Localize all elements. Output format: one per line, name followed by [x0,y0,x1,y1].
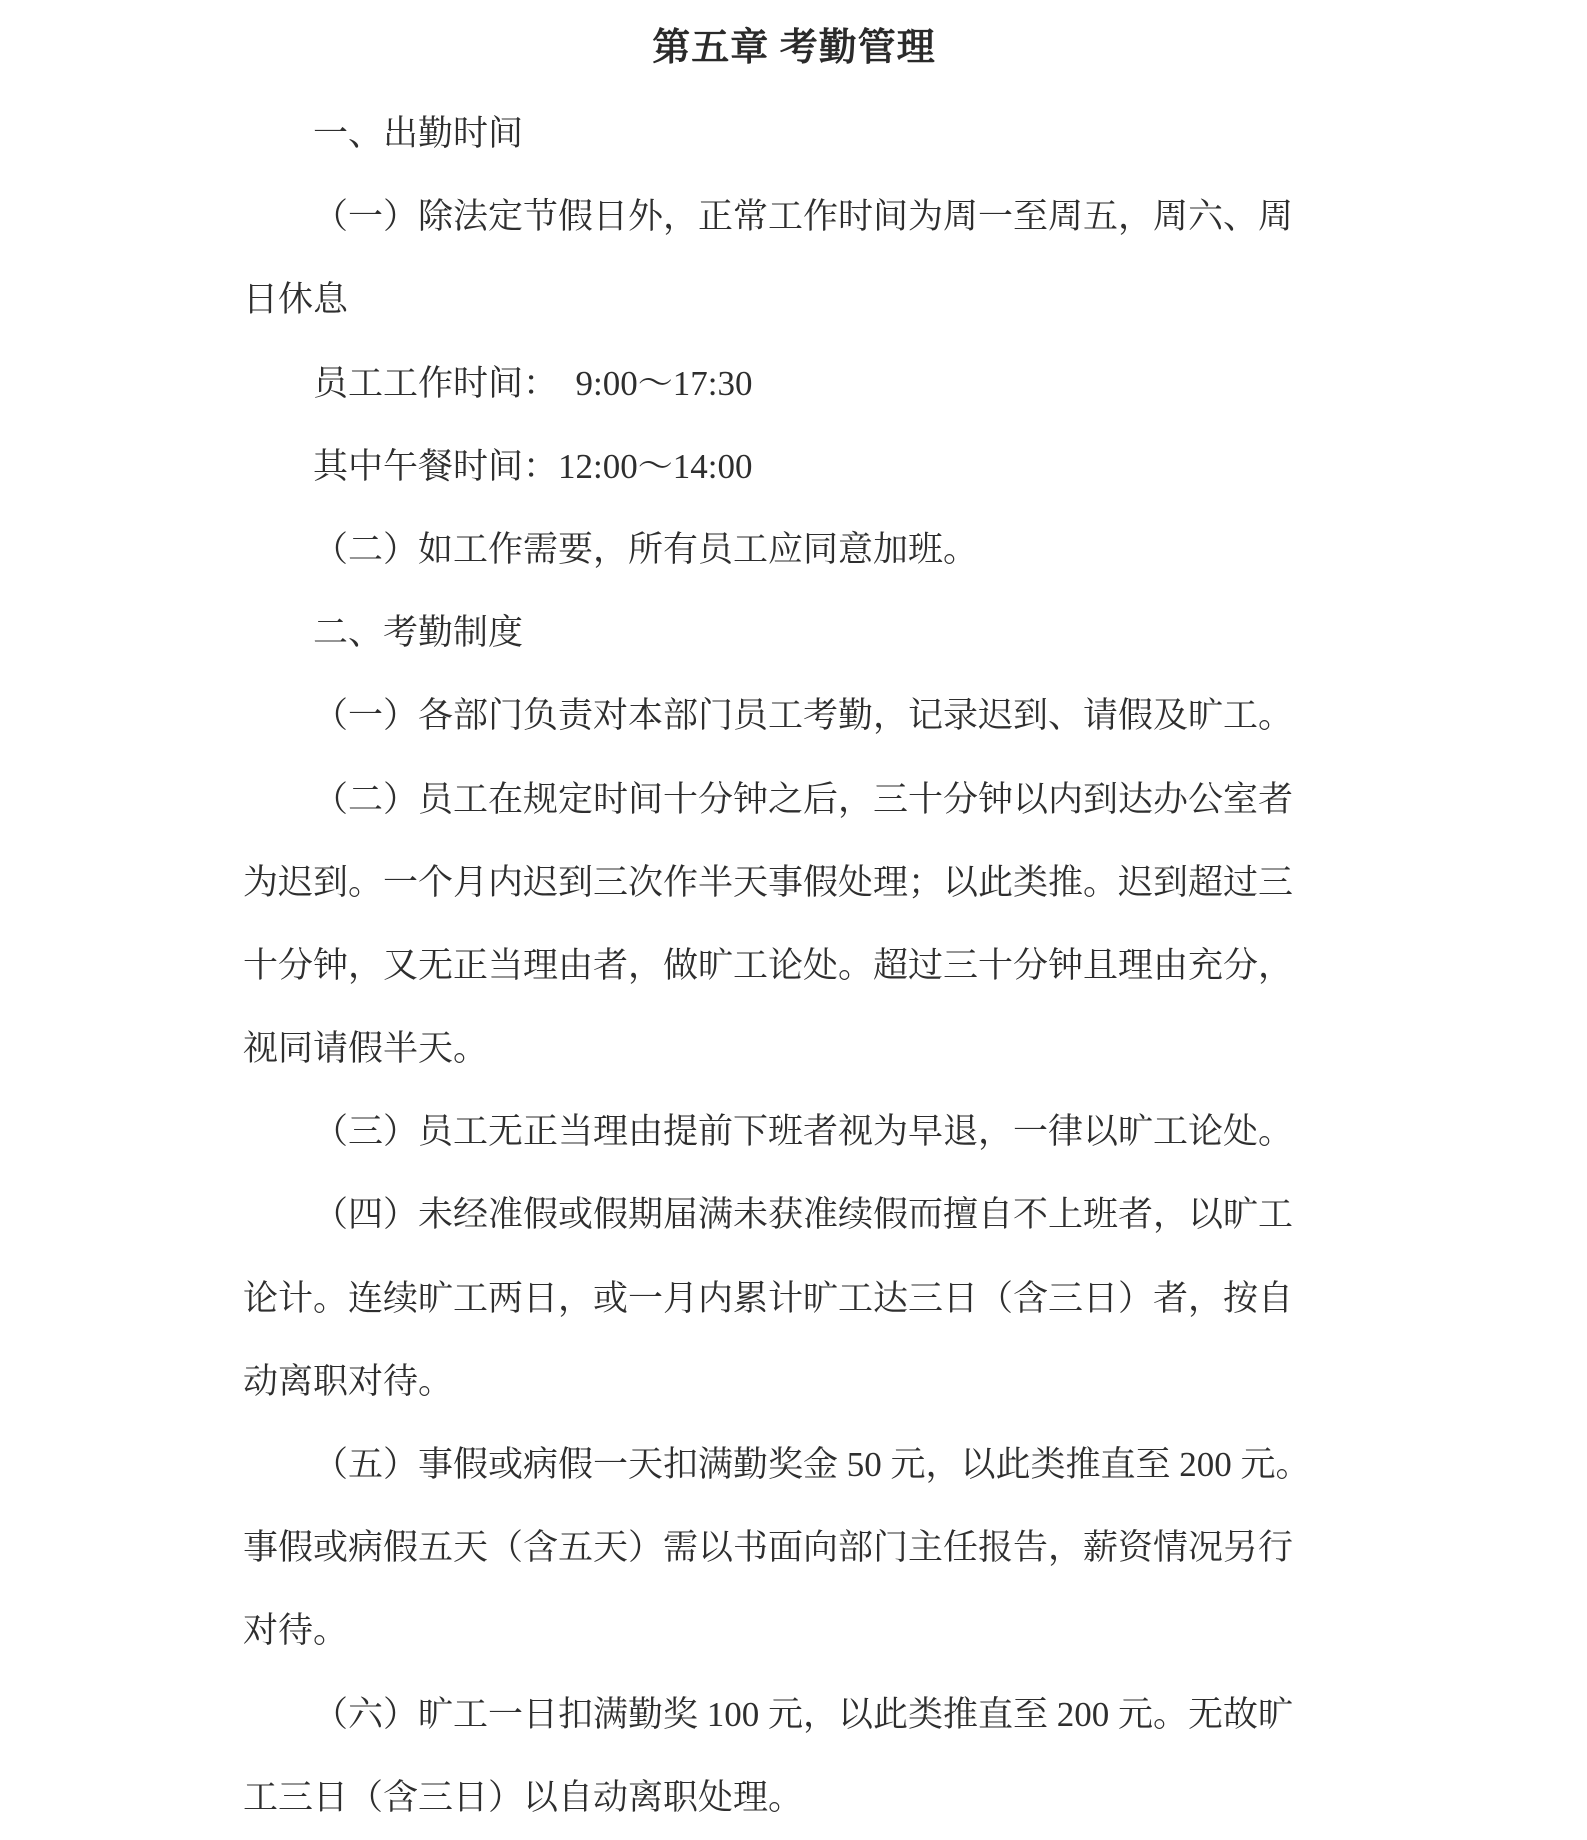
document-line: （三）员工无正当理由提前下班者视为早退，一律以旷工论处。 [313,1112,1294,1152]
document-line: 二、考勤制度 [313,613,524,653]
document-line: （二）如工作需要，所有员工应同意加班。 [313,529,979,569]
document-line: 动离职对待。 [243,1361,454,1401]
document-line: （四）未经准假或假期届满未获准续假而擅自不上班者，以旷工 [313,1195,1294,1235]
document-line: 十分钟，又无正当理由者，做旷工论处。超过三十分钟且理由充分， [243,945,1294,985]
document-title: 第五章 考勤管理 [652,27,936,69]
document-line: （六）旷工一日扣满勤奖 100 元，以此类推直至 200 元。无故旷 [313,1694,1294,1734]
document-line: 事假或病假五天（含五天）需以书面向部门主任报告，薪资情况另行 [243,1528,1294,1568]
document-line: 视同请假半天。 [243,1029,489,1069]
document-line: （一）各部门负责对本部门员工考勤，记录迟到、请假及旷工。 [313,696,1294,736]
document-line: （一）除法定节假日外，正常工作时间为周一至周五，周六、周 [313,197,1294,237]
document-line: 日休息 [243,280,349,320]
document-line: （二）员工在规定时间十分钟之后，三十分钟以内到达办公室者 [313,779,1294,819]
document-line: 一、出勤时间 [313,114,524,153]
document-line: 对待。 [243,1611,349,1651]
document-line: 为迟到。一个月内迟到三次作半天事假处理；以此类推。迟到超过三 [243,862,1294,902]
document-line: 论计。连续旷工两日，或一月内累计旷工达三日（含三日）者，按自 [243,1278,1294,1318]
document-line: （五）事假或病假一天扣满勤奖金 50 元，以此类推直至 200 元。 [313,1445,1311,1484]
document-line: 其中午餐时间：12:00～14:00 [313,446,753,486]
document-line: 员工工作时间： 9:00～17:30 [313,363,753,403]
document-line: 工三日（含三日）以自动离职处理。 [243,1777,804,1817]
document-body [243,92,1345,1839]
